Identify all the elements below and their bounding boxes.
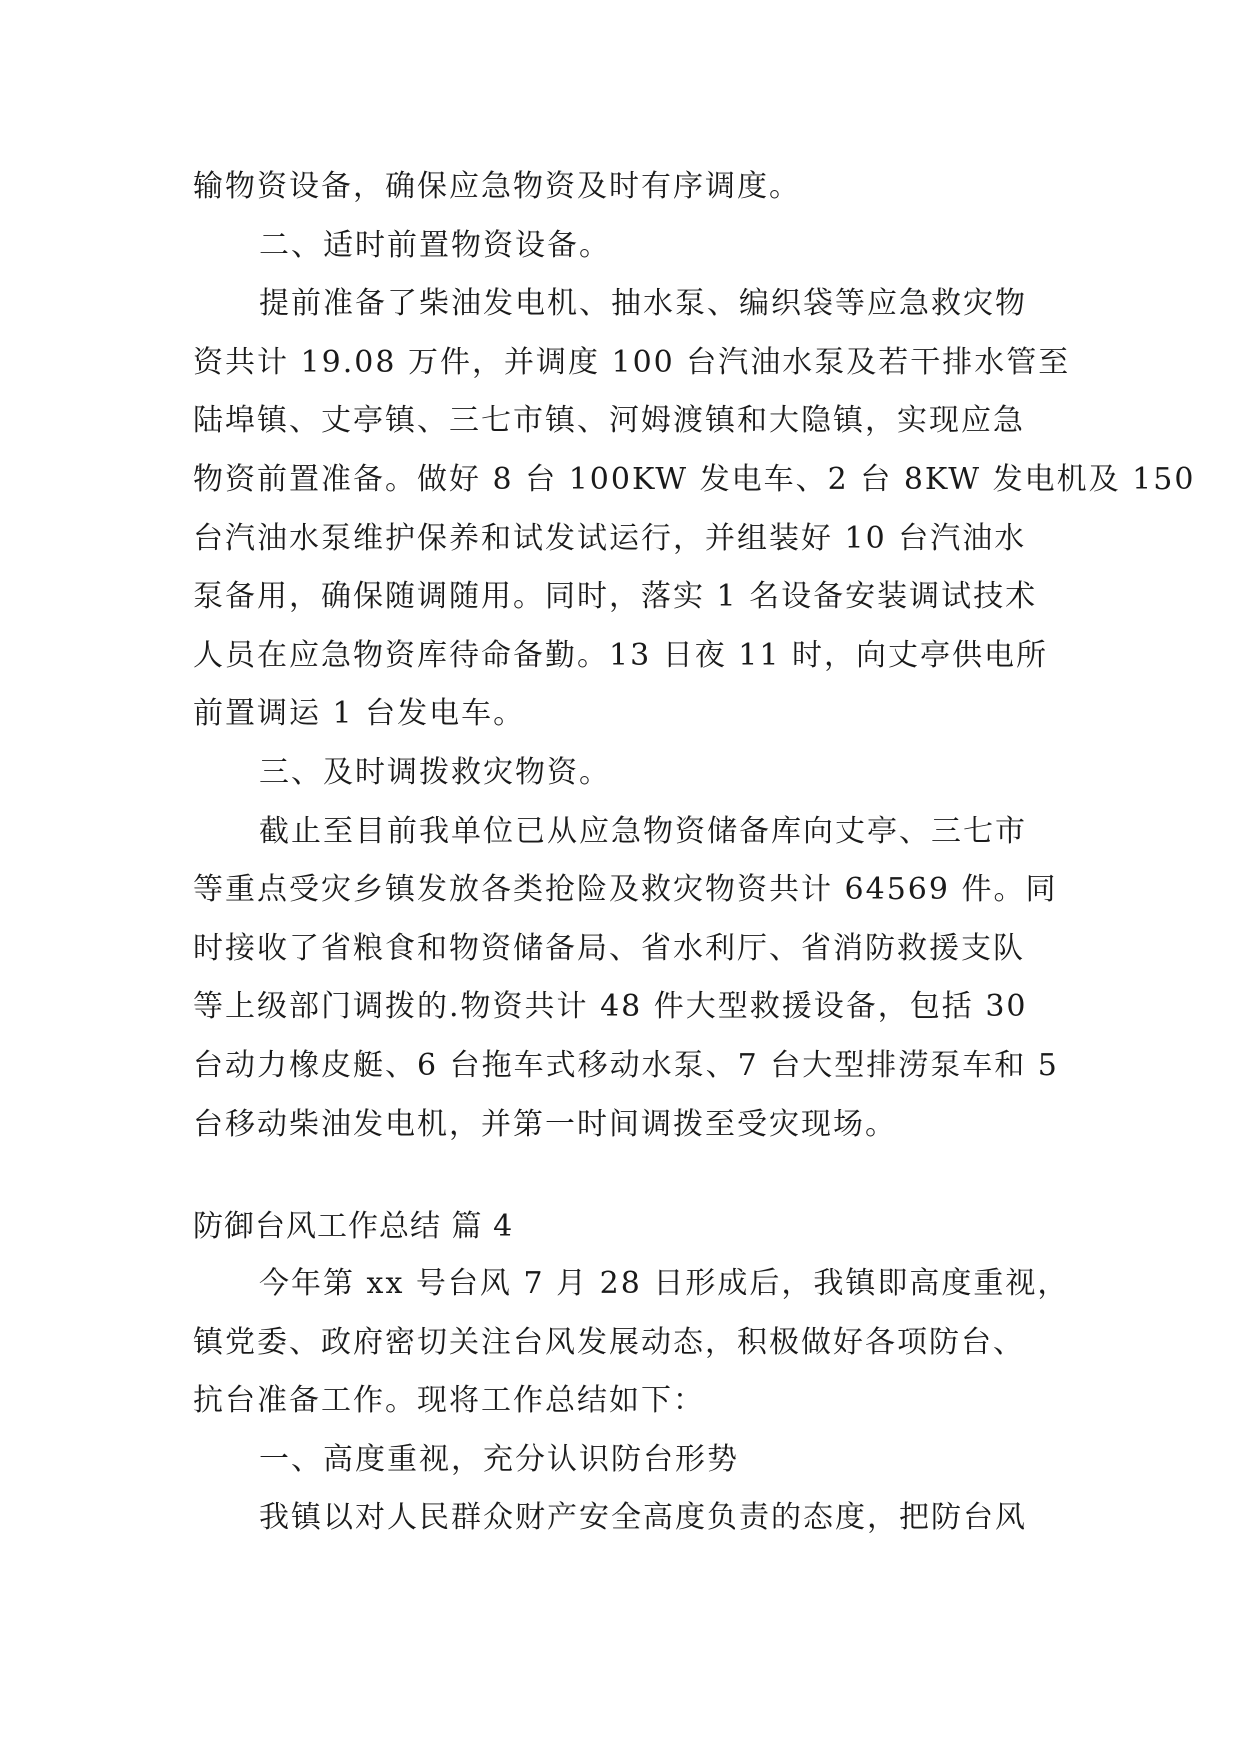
section-heading-3: 三、及时调拨救灾物资。: [259, 754, 611, 790]
document-body: [193, 158, 1196, 1548]
paragraph-line: 抗台准备工作。现将工作总结如下：: [193, 1383, 705, 1419]
paragraph-line: 提前准备了柴油发电机、抽水泵、编织袋等应急救灾物: [259, 286, 1027, 322]
paragraph-line: 人员在应急物资库待命备勤。13 日夜 11 时，向丈亭供电所: [193, 637, 1048, 673]
paragraph-line: 前置调运 1 台发电车。: [193, 696, 526, 732]
paragraph-line: 资共计 19.08 万件，并调度 100 台汽油水泵及若干排水管至: [193, 344, 1071, 380]
paragraph-line: 台移动柴油发电机，并第一时间调拨至受灾现场。: [193, 1106, 897, 1142]
paragraph-line: 等重点受灾乡镇发放各类抢险及救灾物资共计 64569 件。同: [193, 872, 1058, 908]
paragraph-line: 镇党委、政府密切关注台风发展动态，积极做好各项防台、: [193, 1324, 1025, 1360]
paragraph-line: 物资前置准备。做好 8 台 100KW 发电车、2 台 8KW 发电机及 150: [193, 461, 1196, 497]
paragraph-line: 截止至目前我单位已从应急物资储备库向丈亭、三七市: [259, 813, 1027, 849]
paragraph-line: 时接收了省粮食和物资储备局、省水利厅、省消防救援支队: [193, 930, 1025, 966]
section-title: 防御台风工作总结 篇 4: [193, 1209, 514, 1245]
paragraph-line: 我镇以对人民群众财产安全高度负责的态度，把防台风: [259, 1500, 1027, 1536]
section-gap: [193, 1154, 1053, 1199]
section-heading-1: 一、高度重视，充分认识防台形势: [259, 1441, 739, 1477]
paragraph-line: 陆埠镇、丈亭镇、三七市镇、河姆渡镇和大隐镇，实现应急: [193, 403, 1025, 439]
section-heading-2: 二、适时前置物资设备。: [259, 227, 611, 263]
paragraph-line: 台动力橡皮艇、6 台拖车式移动水泵、7 台大型排涝泵车和 5: [193, 1047, 1059, 1083]
paragraph-line: 台汽油水泵维护保养和试发试运行，并组装好 10 台汽油水: [193, 520, 1027, 556]
paragraph-line: 等上级部门调拨的.物资共计 48 件大型救援设备，包括 30: [193, 989, 1028, 1025]
paragraph-line: 今年第 xx 号台风 7 月 28 日形成后，我镇即高度重视，: [259, 1266, 1070, 1302]
paragraph-line: 输物资设备，确保应急物资及时有序调度。: [193, 169, 801, 204]
paragraph-line: 泵备用，确保随调随用。同时，落实 1 名设备安装调试技术: [193, 579, 1038, 615]
